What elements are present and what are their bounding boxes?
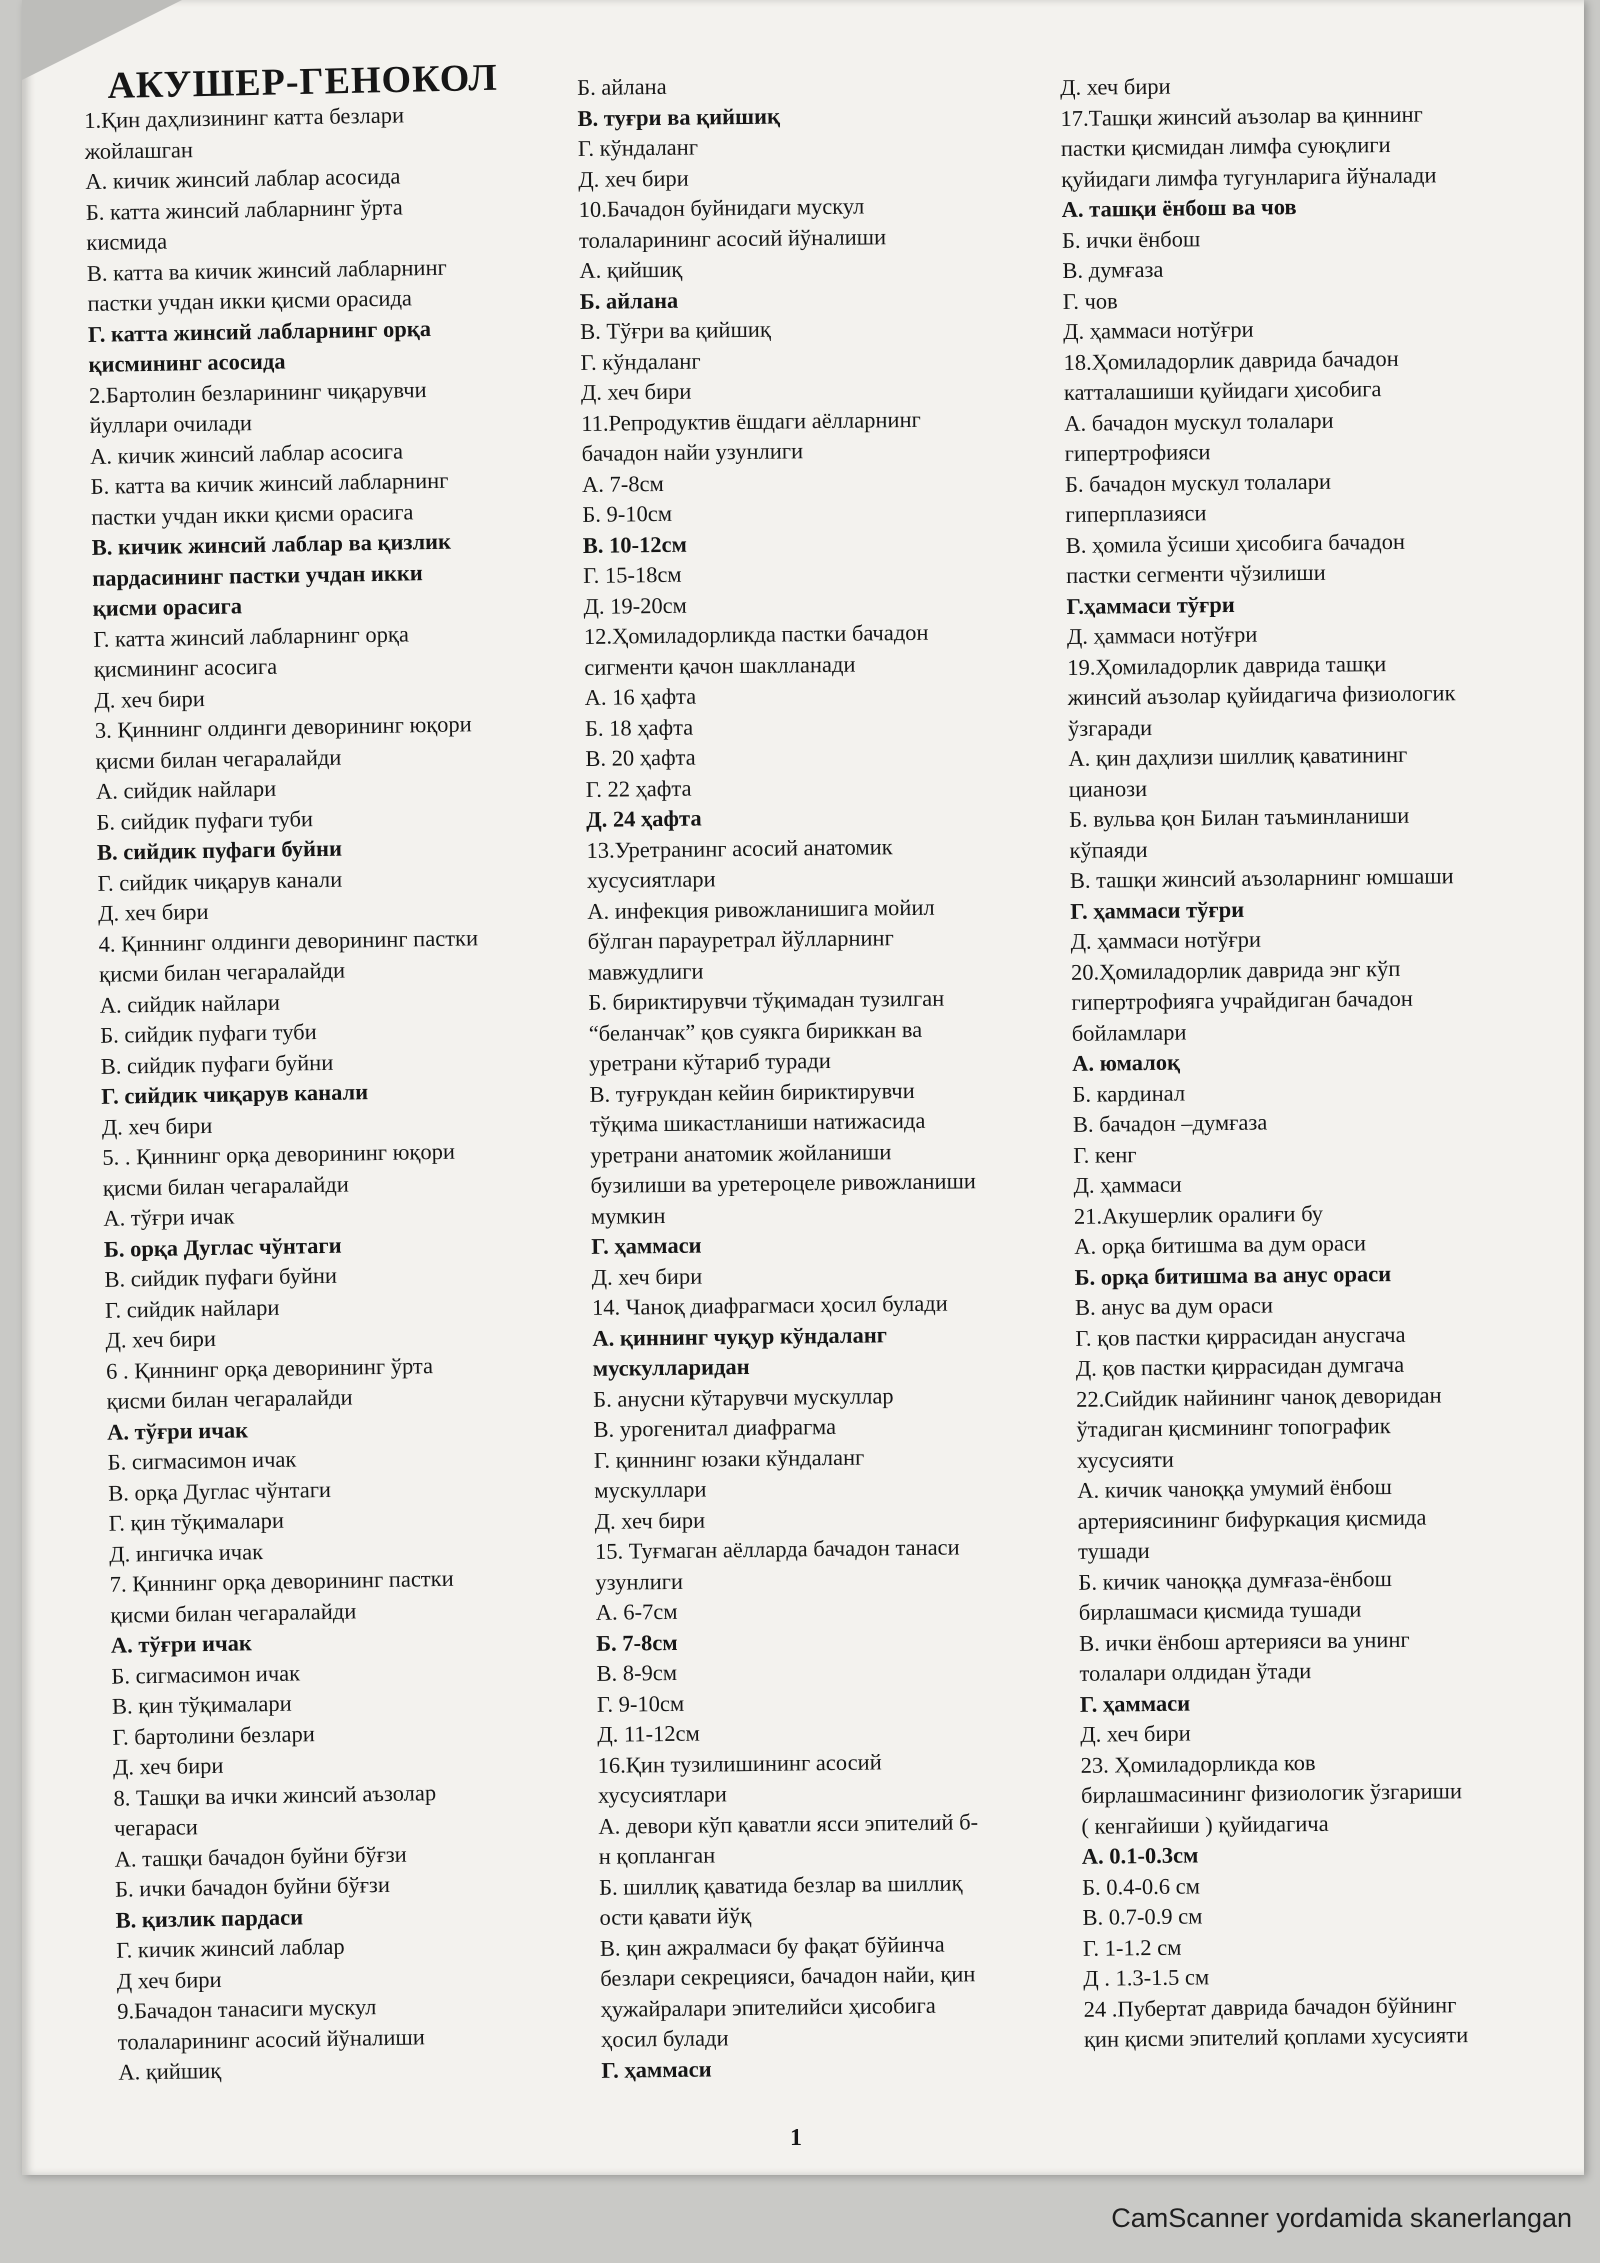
- text-line: 12.Ҳомиладорликда пастки бачадон: [583, 619, 929, 649]
- text-line: А. тўғри ичак: [103, 1203, 235, 1231]
- text-line: бойламлари: [1071, 1019, 1187, 1046]
- text-line: цианози: [1068, 775, 1148, 802]
- text-line: пастки учдан икки қисми орасида: [87, 285, 413, 316]
- text-line: йуллари очилади: [89, 410, 253, 438]
- text-line: Д. ҳаммаси нотўғри: [1066, 621, 1258, 649]
- correct-answer-line: Г. ҳаммаси тўғри: [1070, 896, 1245, 924]
- text-line: А. 16 ҳафта: [584, 683, 697, 710]
- text-line: В. орқа Дуглас чўнтаги: [107, 1476, 332, 1506]
- text-line: ости қавати йўқ: [599, 1903, 752, 1930]
- text-line: Д. хеч бири: [580, 378, 692, 405]
- text-line: А. кичик чаноққа умумий ёнбош: [1077, 1474, 1393, 1503]
- text-line: қисми билан чегаралайди: [98, 957, 346, 987]
- text-line: В. катта ва кичик жинсий лабларнинг: [86, 254, 447, 286]
- correct-answer-line: А. ташқи ёнбош ва чов: [1061, 194, 1297, 222]
- text-line: Г. сийдик найлари: [104, 1294, 280, 1323]
- text-line: Б. кардинал: [1072, 1080, 1186, 1107]
- correct-answer-line: Б. айлана: [579, 287, 679, 314]
- column-3: [1060, 67, 1584, 2055]
- text-line: 23. Ҳомиладорликда ков: [1080, 1749, 1316, 1778]
- correct-answer-line: қисмининг асосида: [88, 348, 286, 377]
- text-line: узунлиги: [595, 1568, 684, 1595]
- text-line: Б. сийдик пуфаги туби: [100, 1019, 317, 1048]
- text-line: В. ички ёнбош артерияси ва унинг: [1079, 1626, 1410, 1656]
- text-line: Г. қов пастки қиррасидан анусгача: [1075, 1321, 1406, 1351]
- text-line: Д. хеч бири: [594, 1507, 706, 1534]
- text-line: Д. хеч бири: [112, 1752, 224, 1780]
- text-line: Г. 15-18см: [582, 561, 682, 588]
- correct-answer-line: В. сийдик пуфаги буйни: [96, 835, 343, 865]
- page-title: АКУШЕР-ГЕНОКОЛ: [107, 56, 499, 107]
- text-line: Б. 18 ҳафта: [584, 714, 694, 741]
- text-line: катталашиши қуйидаги ҳисобига: [1063, 376, 1382, 405]
- text-line: ҳосил булади: [600, 2025, 729, 2052]
- text-line: ( кенгайиши ) қуйидагича: [1081, 1810, 1329, 1839]
- text-line: бузилиши ва уретероцеле ривожланиши: [590, 1168, 977, 1198]
- text-line: қисми билан чегаралайди: [95, 744, 342, 774]
- text-line: Д. қов пастки қиррасидан думгача: [1075, 1351, 1405, 1381]
- text-line: Д . 1.3-1.5 см: [1083, 1964, 1210, 1991]
- text-line: А. 7-8см: [581, 470, 664, 497]
- correct-answer-line: В. 10-12см: [582, 531, 687, 558]
- text-line: 21.Акушерлик оралиғи бу: [1073, 1200, 1324, 1229]
- text-line: В. ҳомила ўсиши ҳисобига бачадон: [1065, 528, 1406, 558]
- text-line: Г. сийдик чиқарув канали: [97, 866, 343, 896]
- text-line: ҳужайралари эпителийси ҳисобига: [600, 1992, 936, 2022]
- text-line: 2.Бартолин безларининг чиқарувчи: [88, 376, 427, 408]
- text-line: Д. ингичка ичак: [109, 1538, 264, 1567]
- text-line: Д хеч бири: [116, 1966, 222, 1994]
- text-line: 9.Бачадон танасиги мускул: [117, 1994, 377, 2024]
- text-line: 20.Ҳомиладорлик даврида энг кўп: [1070, 955, 1401, 985]
- text-line: Д. хеч бири: [105, 1325, 217, 1353]
- text-line: Б. ички ёнбош: [1061, 225, 1201, 253]
- text-line: Г. кўндаланг: [580, 348, 701, 375]
- text-line: А. сийдик найлари: [99, 989, 281, 1018]
- text-line: В. урогенитал диафрагма: [593, 1413, 837, 1442]
- text-line: гипертрофияси: [1064, 439, 1211, 466]
- correct-answer-line: пардасининг пастки учдан икки: [92, 559, 423, 591]
- text-line: А. орқа битишма ва дум ораси: [1074, 1230, 1367, 1259]
- correct-answer-line: Г. катта жинсий лабларнинг орқа: [87, 315, 432, 347]
- text-line: чегараси: [113, 1814, 199, 1841]
- correct-answer-line: Б. орқа Дуглас чўнтаги: [103, 1232, 342, 1262]
- correct-answer-line: А. 0.1-0.3см: [1081, 1842, 1199, 1869]
- text-line: А. 6-7см: [595, 1598, 678, 1625]
- correct-answer-line: Д. 24 ҳафта: [585, 805, 702, 832]
- text-line: 1.Қин даҳлизининг катта безлари: [84, 102, 405, 133]
- text-line: артериясининг бифуркация қисмида: [1077, 1504, 1427, 1534]
- text-line: Б. сигмасимон ичак: [111, 1659, 301, 1689]
- correct-answer-line: Г. сийдик чиқарув канали: [101, 1079, 369, 1109]
- text-line: ўтадиган қисмининг топографик: [1076, 1413, 1391, 1442]
- text-line: Д. ҳаммаси: [1073, 1171, 1182, 1198]
- text-line: Д. хеч бири: [94, 685, 206, 713]
- text-line: 22.Сийдик найининг чаноқ деворидан: [1076, 1381, 1442, 1412]
- text-line: қисми билан чегаралайди: [102, 1171, 350, 1201]
- text-line: А. қийшиқ: [579, 256, 683, 283]
- text-line: Б. катта ва кичик жинсий лабларнинг: [90, 467, 449, 499]
- text-line: Б. бириктирувчи тўқимадан тузилган: [588, 985, 945, 1015]
- text-line: мумкин: [590, 1202, 666, 1229]
- text-line: Б. 0.4-0.6 см: [1082, 1872, 1201, 1900]
- text-line: В. анус ва дум ораси: [1074, 1292, 1274, 1320]
- text-line: сигменти қачон шаклланади: [584, 651, 856, 680]
- text-line: А. сийдик найлари: [95, 775, 277, 804]
- text-line: Б. сийдик пуфаги туби: [96, 805, 314, 835]
- text-line: В. Тўғри ва қийшиқ: [580, 316, 771, 344]
- text-line: Д. хеч бири: [1060, 73, 1171, 100]
- text-line: Г. 22 ҳафта: [585, 775, 692, 802]
- text-line: 5. . Қиннинг орқа деворининг юқори: [102, 1138, 456, 1170]
- text-line: Г. кўндаланг: [577, 134, 699, 161]
- text-line: толалари олдидан ўтади: [1079, 1658, 1312, 1686]
- text-line: В. 0.7-0.9 см: [1082, 1903, 1203, 1930]
- text-line: А. қийшиқ: [118, 2057, 222, 2085]
- text-line: ўзгаради: [1067, 714, 1153, 741]
- text-line: қин қисми эпителий қоплами хусусияти: [1083, 2022, 1469, 2052]
- text-line: В. туғрукдан кейин бириктирувчи: [589, 1077, 915, 1107]
- correct-answer-line: Г. ҳаммаси: [601, 2056, 712, 2083]
- text-line: А. қин даҳлизи шиллиқ қаватининг: [1068, 741, 1408, 771]
- text-line: 14. Чаноқ диафрагмаси ҳосил булади: [591, 1290, 948, 1320]
- text-line: Б. катта жинсий лабларнинг ўрта: [85, 193, 403, 225]
- text-line: мавжудлиги: [587, 958, 704, 985]
- text-line: А. бачадон мускул толалари: [1064, 407, 1334, 436]
- text-line: Г. кенг: [1073, 1141, 1137, 1168]
- text-line: гиперплазияси: [1065, 500, 1207, 527]
- text-line: В. сийдик пуфаги буйни: [100, 1049, 334, 1079]
- text-line: А. инфекция ривожланишига мойил: [587, 894, 935, 924]
- text-line: 24 .Пубертат даврида бачадон бўйнинг: [1083, 1991, 1457, 2022]
- correct-answer-line: Б. 7-8см: [596, 1629, 678, 1656]
- text-line: Д. хеч бири: [1080, 1720, 1191, 1747]
- text-line: Б. кичик чаноққа думғаза-ёнбош: [1078, 1565, 1392, 1595]
- text-line: Б. вульва қон Билан таъминланиши: [1068, 802, 1410, 832]
- text-line: тўқима шикастланиши натижасида: [589, 1107, 926, 1137]
- correct-answer-line: А. юмалоқ: [1071, 1049, 1181, 1076]
- correct-answer-line: Г. ҳаммаси: [1079, 1690, 1191, 1717]
- text-line: 17.Ташқи жинсий аъзолар ва қиннинг: [1060, 101, 1423, 131]
- text-line: Б. анусни кўтарувчи мускуллар: [593, 1382, 894, 1412]
- correct-answer-line: В. туғри ва қийшиқ: [577, 103, 781, 131]
- scanner-watermark: CamScanner yordamida skanerlangan: [1111, 2203, 1572, 2233]
- text-line: кисмида: [86, 228, 168, 255]
- text-line: 10.Бачадон буйнидаги мускул: [578, 193, 865, 222]
- text-line: Б. шиллиқ қаватида безлар ва шиллиқ: [599, 1869, 963, 1900]
- text-line: 4. Қиннинг олдинги деворининг пастки: [98, 924, 479, 957]
- text-line: 16.Қин тузилишининг асосий: [597, 1748, 882, 1778]
- text-line: Г. 1-1.2 см: [1082, 1934, 1182, 1961]
- column-1: [84, 98, 604, 2089]
- correct-answer-line: Г.ҳаммаси тўғри: [1066, 591, 1235, 619]
- text-line: “беланчак” қов суякга бириккан ва: [588, 1016, 923, 1046]
- correct-answer-line: В. қизлик пардаси: [115, 1903, 304, 1933]
- text-line: Г. бартолини безлари: [112, 1720, 316, 1750]
- text-line: В. бачадон –думғаза: [1072, 1109, 1268, 1137]
- column-2: [577, 67, 1057, 2085]
- text-line: Г. қиннинг юзаки кўндаланг: [593, 1444, 865, 1473]
- correct-answer-line: А. тўғри ичак: [106, 1416, 249, 1445]
- text-line: Д. хеч бири: [578, 165, 689, 192]
- text-line: Д. хеч бири: [591, 1263, 703, 1290]
- text-line: Г. 9-10см: [596, 1690, 685, 1717]
- text-line: уретрани анатомик жойланиши: [590, 1138, 892, 1168]
- text-line: В. қин тўқималари: [111, 1690, 292, 1719]
- text-line: Б. айлана: [577, 73, 667, 100]
- text-line: уретрани кўтариб туради: [588, 1047, 831, 1076]
- page-number: 1: [790, 2125, 802, 2151]
- text-line: 19.Ҳомиладорлик даврида ташқи: [1067, 650, 1387, 680]
- text-line: В. сийдик пуфаги буйни: [104, 1262, 338, 1292]
- text-line: Б. бачадон мускул толалари: [1064, 468, 1332, 497]
- text-line: А. девори кўп қаватли ясси эпителий б-: [598, 1808, 979, 1839]
- scanned-page: [22, 0, 1584, 2175]
- text-line: Г. катта жинсий лабларнинг орқа: [93, 620, 410, 652]
- correct-answer-line: А. қиннинг чуқур кўндаланг: [592, 1321, 888, 1351]
- text-line: қисми билан чегаралайди: [106, 1384, 353, 1414]
- text-line: А. ташқи бачадон буйни бўғзи: [114, 1841, 407, 1872]
- text-line: қисмининг асосига: [93, 653, 278, 682]
- text-line: 11.Репродуктив ёшдаги аёлларнинг: [581, 406, 921, 436]
- text-line: бачадон найи узунлиги: [581, 438, 804, 466]
- text-line: Г. қин тўқималари: [108, 1507, 285, 1536]
- text-line: В. 20 ҳафта: [585, 744, 696, 771]
- text-line: толаларининг асосий йўналиши: [117, 2023, 425, 2055]
- text-line: бирлашмасининг физиологик ўзгариши: [1080, 1778, 1463, 1808]
- correct-answer-line: Г. ҳаммаси: [591, 1232, 702, 1259]
- text-line: Д. 19-20см: [583, 592, 687, 619]
- text-line: 7. Қиннинг орқа деворининг пастки: [109, 1565, 454, 1597]
- text-line: пастки учдан икки қисми орасига: [90, 498, 414, 530]
- text-line: хусусияти: [1076, 1446, 1174, 1473]
- correct-answer-line: мускулларидан: [592, 1353, 750, 1381]
- text-line: А. кичик жинсий лаблар асосида: [85, 163, 401, 194]
- text-line: Д. хеч бири: [97, 898, 209, 926]
- text-line: тушади: [1077, 1538, 1150, 1564]
- text-line: 6 . Қиннинг орқа деворининг ўрта: [105, 1352, 434, 1384]
- correct-answer-line: қисми орасига: [92, 593, 243, 621]
- text-line: 13.Уретранинг асосий анатомик: [586, 833, 893, 863]
- text-line: Д. хеч бири: [101, 1112, 213, 1140]
- text-line: 18.Ҳомиладорлик даврида бачадон: [1063, 345, 1399, 375]
- text-line: Г. кичик жинсий лаблар: [115, 1933, 345, 1963]
- text-line: А. кичик жинсий лаблар асосига: [89, 437, 404, 469]
- text-line: Б. сигмасимон ичак: [107, 1446, 297, 1475]
- text-line: Д. ҳаммаси нотўғри: [1070, 926, 1262, 954]
- text-line: безлари секрецияси, бачадон найи, қин: [600, 1961, 976, 1991]
- text-line: н қопланган: [598, 1842, 716, 1869]
- text-line: В. қин ажралмаси бу фақат бўйинча: [599, 1931, 945, 1961]
- text-line: мускуллари: [594, 1476, 707, 1503]
- text-line: жинсий аъзолар қуйидагича физиологик: [1067, 680, 1456, 710]
- text-line: бирлашмаси қисмида тушади: [1078, 1596, 1362, 1625]
- correct-answer-line: А. тўғри ичак: [110, 1630, 253, 1658]
- text-line: толаларининг асосий йўналиши: [578, 223, 887, 253]
- correct-answer-line: Б. орқа битишма ва анус ораси: [1074, 1260, 1392, 1290]
- text-line: Б. 9-10см: [582, 500, 673, 527]
- correct-answer-line: В. кичик жинсий лаблар ва қизлик: [91, 528, 452, 560]
- text-line: қисми билан чегаралайди: [110, 1597, 357, 1628]
- text-line: гипертрофияга учрайдиган бачадон: [1071, 985, 1413, 1015]
- text-line: хусусиятлари: [586, 866, 716, 893]
- text-line: Д. 11-12см: [597, 1720, 700, 1747]
- text-line: пастки қисмидан лимфа суюқлиги: [1060, 131, 1391, 161]
- text-line: Д. ҳаммаси нотўғри: [1063, 316, 1254, 344]
- text-line: бўлган парауретрал йўлларнинг: [587, 925, 894, 954]
- text-line: кўпаяди: [1069, 836, 1148, 863]
- text-line: қуйидаги лимфа тугунларига йўналади: [1061, 161, 1437, 192]
- text-line: 3. Қиннинг олдинги деворининг юқори: [94, 711, 472, 743]
- text-line: В. думғаза: [1062, 256, 1164, 283]
- text-line: Б. ички бачадон буйни бўғзи: [114, 1871, 391, 1902]
- text-line: хусусиятлари: [597, 1781, 727, 1808]
- text-line: Г. чов: [1062, 287, 1118, 314]
- text-line: жойлашган: [84, 136, 194, 164]
- text-line: 15. Туғмаган аёлларда бачадон танаси: [594, 1534, 960, 1564]
- text-line: 8. Ташқи ва ички жинсий аъзолар: [113, 1779, 437, 1811]
- text-line: пастки сегменти чўзилиши: [1065, 559, 1326, 588]
- text-line: В. 8-9см: [596, 1659, 678, 1686]
- text-line: В. ташқи жинсий аъзоларнинг юмшаши: [1069, 863, 1454, 893]
